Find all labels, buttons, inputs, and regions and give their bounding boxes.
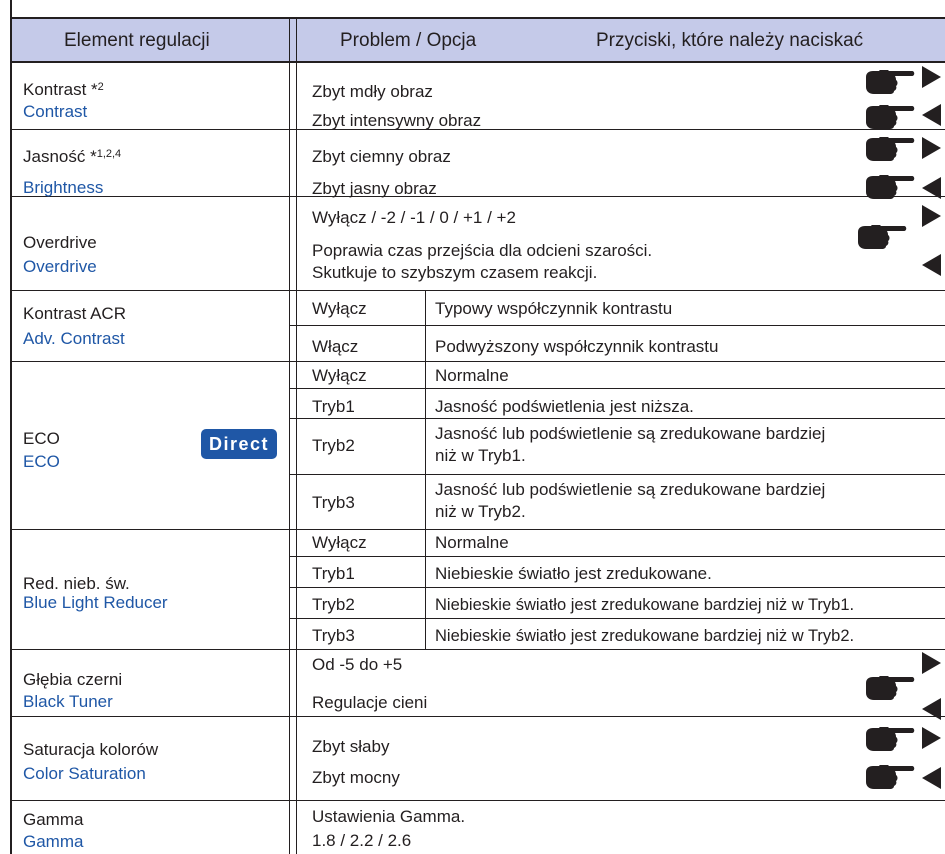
blue-mode-off: Wyłącz — [312, 533, 367, 552]
blue-mode-1: Tryb1 — [312, 564, 355, 583]
blue-label-en: Blue Light Reducer — [23, 593, 168, 612]
black-option-1: Od -5 do +5 — [312, 655, 403, 674]
brightness-label: Jasność *$^{1,2,4}$ — [23, 147, 122, 166]
eco-desc-1: Jasność podświetlenia jest niższa. — [435, 397, 694, 416]
eco-desc-2b: niż w Tryb1. — [435, 446, 526, 465]
gamma-option-2: 1.8 / 2.2 / 2.6 — [312, 831, 412, 850]
eco-desc-3a: Jasność lub podświetlenie są zredukowane bardziej — [435, 480, 826, 499]
pointing-hand-icon — [866, 175, 916, 201]
blue-label: Red. nieb. św. — [23, 574, 130, 593]
blue-mode-3: Tryb3 — [312, 626, 355, 645]
contrast-label-en: Contrast — [23, 102, 88, 121]
saturation-label: Saturacja kolorów — [23, 740, 159, 759]
eco-desc-3b: niż w Tryb2. — [435, 502, 526, 521]
header-buttons: Przyciski, które należy naciskać — [596, 30, 864, 51]
header-element: Element regulacji — [64, 30, 210, 51]
acr-label: Kontrast ACR — [23, 304, 126, 323]
gamma-label: Gamma — [23, 810, 84, 829]
contrast-label: Kontrast *$^2$ — [23, 80, 104, 99]
pointing-hand-icon — [866, 765, 916, 791]
overdrive-label-en: Overdrive — [23, 257, 97, 276]
pointing-hand-icon — [866, 70, 916, 96]
pointing-hand-icon — [858, 225, 908, 251]
pointing-hand-icon — [866, 727, 916, 753]
black-option-2: Regulacje cieni — [312, 693, 428, 712]
triangle-left-icon — [922, 698, 942, 720]
contrast-option-2: Zbyt intensywny obraz — [312, 111, 482, 130]
eco-mode-1: Tryb1 — [312, 397, 355, 416]
brightness-option-1: Zbyt ciemny obraz — [312, 147, 451, 166]
acr-mode-on: Włącz — [312, 337, 359, 356]
eco-mode-2: Tryb2 — [312, 436, 355, 455]
eco-label-en: ECO — [23, 452, 60, 471]
triangle-left-icon — [922, 104, 942, 126]
eco-label: ECO — [23, 429, 60, 448]
saturation-option-2: Zbyt mocny — [312, 768, 400, 787]
direct-badge: Direct — [201, 429, 277, 459]
pointing-hand-icon — [866, 105, 916, 131]
overdrive-option-2: Poprawia czas przejścia dla odcieni szarości. — [312, 241, 653, 260]
triangle-right-icon — [922, 727, 942, 749]
blue-desc-3: Niebieskie światło jest zredukowane bardziej niż w Tryb2. — [435, 627, 855, 645]
triangle-right-icon — [922, 205, 942, 227]
contrast-option-1: Zbyt mdły obraz — [312, 82, 433, 101]
pointing-hand-icon — [866, 137, 916, 163]
gamma-option-1: Ustawienia Gamma. — [312, 807, 466, 826]
black-label: Głębia czerni — [23, 670, 123, 689]
triangle-left-icon — [922, 177, 942, 199]
blue-desc-off: Normalne — [435, 533, 509, 552]
acr-desc-off: Typowy współczynnik kontrastu — [435, 299, 673, 318]
triangle-left-icon — [922, 254, 942, 276]
header-problem: Problem / Opcja — [340, 30, 477, 51]
overdrive-option-1: Wyłącz / -2 / -1 / 0 / +1 / +2 — [312, 208, 516, 227]
triangle-left-icon — [922, 767, 942, 789]
acr-desc-on: Podwyższony współczynnik kontrastu — [435, 337, 719, 356]
blue-mode-2: Tryb2 — [312, 595, 355, 614]
brightness-label-en: Brightness — [23, 178, 104, 197]
pointing-hand-icon — [866, 676, 916, 702]
eco-mode-off: Wyłącz — [312, 366, 367, 385]
blue-desc-1: Niebieskie światło jest zredukowane. — [435, 564, 712, 583]
saturation-label-en: Color Saturation — [23, 764, 146, 783]
overdrive-option-3: Skutkuje to szybszym czasem reakcji. — [312, 263, 598, 282]
triangle-right-icon — [922, 652, 942, 674]
blue-desc-2: Niebieskie światło jest zredukowane bardziej niż w Tryb1. — [435, 596, 855, 614]
brightness-option-2: Zbyt jasny obraz — [312, 179, 437, 198]
eco-mode-3: Tryb3 — [312, 493, 355, 512]
saturation-option-1: Zbyt słaby — [312, 737, 390, 756]
black-label-en: Black Tuner — [23, 692, 113, 711]
triangle-right-icon — [922, 137, 942, 159]
gamma-label-en: Gamma — [23, 832, 84, 851]
eco-desc-off: Normalne — [435, 366, 509, 385]
acr-label-en: Adv. Contrast — [23, 329, 125, 348]
triangle-right-icon — [922, 66, 942, 88]
overdrive-label: Overdrive — [23, 233, 97, 252]
eco-desc-2a: Jasność lub podświetlenie są zredukowane bardziej — [435, 424, 826, 443]
acr-mode-off: Wyłącz — [312, 299, 367, 318]
